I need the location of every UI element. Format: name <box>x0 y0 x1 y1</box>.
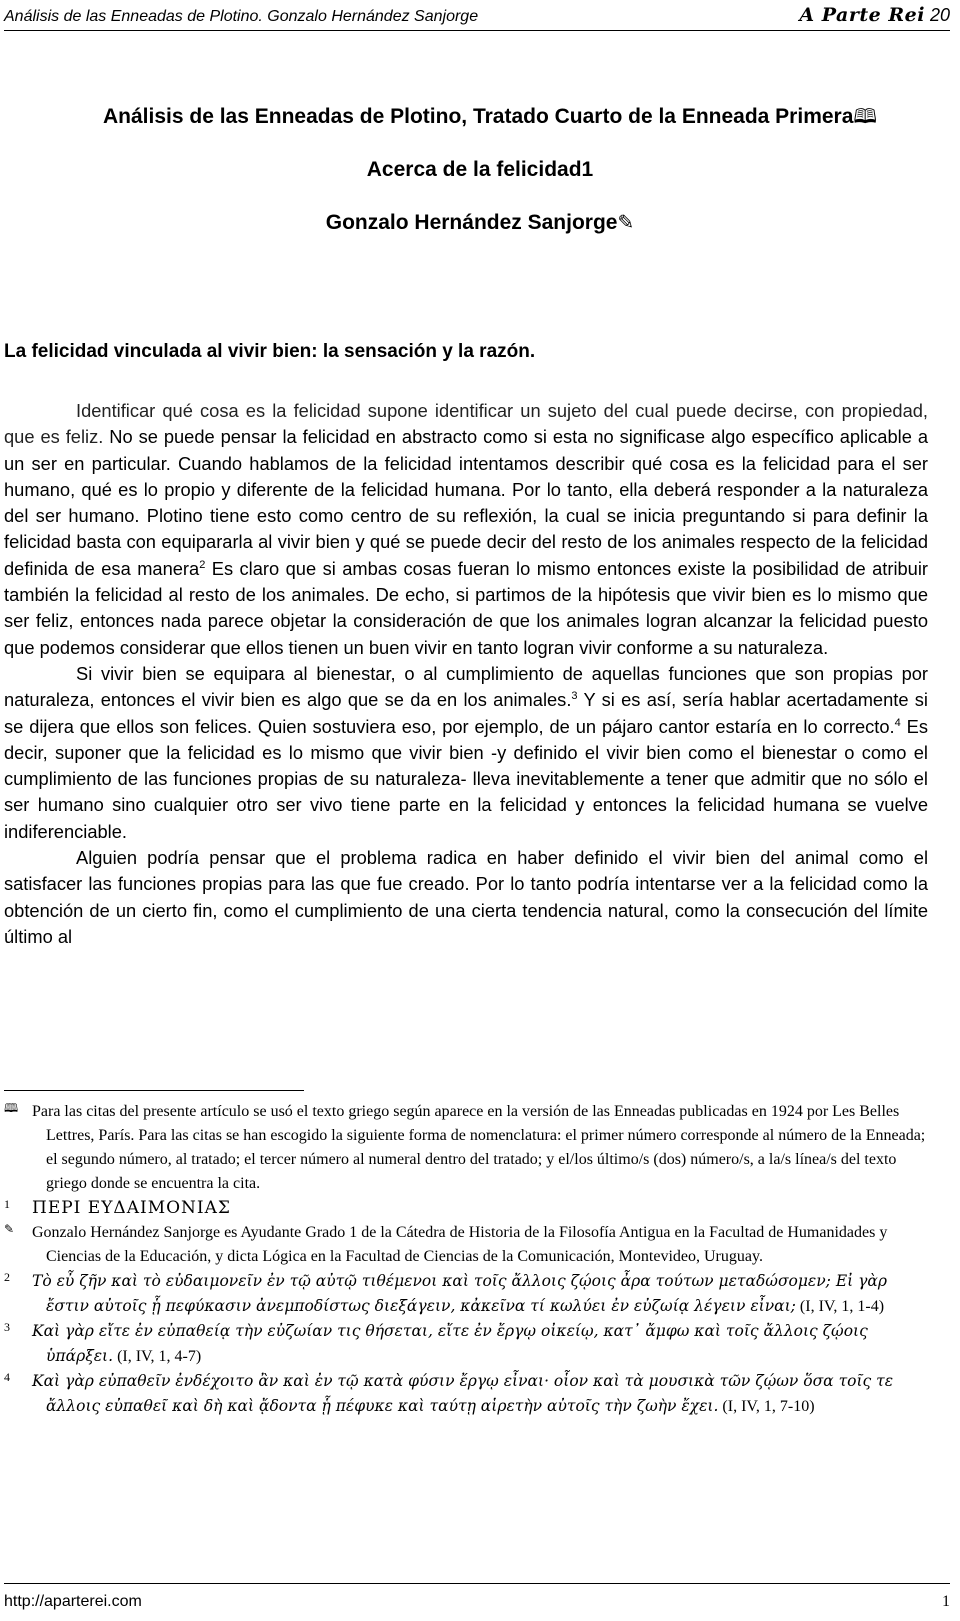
footnote-2-number: 2 <box>4 1270 10 1284</box>
main-title-text: Análisis de las Enneadas de Plotino, Tratado Cuarto de la Enneada Primera <box>103 105 854 128</box>
footnote-author <box>4 1221 928 1269</box>
footnote-ref-4[interactable]: 4 <box>894 716 901 729</box>
article-body <box>4 398 928 950</box>
footnote-4-number: 4 <box>4 1370 10 1384</box>
paragraph-2-rest: Es decir, suponer que la felicidad es lo mismo que vivir bien -y definido el vivir bien como el bienestar o como el cumplimiento de las funciones propias de su naturaleza- lleva inevitablemente a tener que admitir que no sólo el ser humano sino cualquier otro ser vivo tiene parte en la felicidad y entonces la felicidad humana se vuelve indiferenciable. <box>4 715 928 842</box>
paragraph-2-text: Si vivir bien se equipara al bienestar, o al cumplimiento de aquellas funciones que son propias por naturaleza, entonces el vivir bien es algo que se da en los animales. <box>4 662 928 711</box>
paragraph-1-lead: Identificar qué cosa es la felicidad supone identificar un sujeto del cual puede decirse, con propiedad, que es feliz. <box>4 400 928 448</box>
main-title <box>30 102 950 136</box>
footnote-3-greek: Καὶ γὰρ εἴτε ἐν εὐπαθείᾳ τὴν εὐζωίαν τις θήσεται, εἴτε ἐν ἔργῳ οἰκείῳ, κατ᾽ ἄμφω καὶ τοῖς ἄλλοις ζῴοις ὑπάρξει. <box>32 1322 868 1365</box>
footnote-2 <box>4 1269 928 1319</box>
site-link[interactable]: http://aparterei.com <box>4 1593 142 1610</box>
subtitle-note-ref: 1 <box>581 158 594 181</box>
journal-mark <box>799 4 950 26</box>
paragraph-1-rest: Es claro que si ambas cosas fueran lo mismo entonces existe la posibilidad de atribuir también la felicidad al resto de los animales. De echo, si partimos de la hipótesis que vivir bien es lo mismo que ser feliz, entonces nada parece objetar la consideración de que los animales logran alcanzar la felicidad puesto que podemos considerar que ellos tienen un buen vivir en tanto logran vivir conforme a su naturaleza. <box>4 557 928 658</box>
pencil-icon: ✎ <box>617 210 635 234</box>
header-rule <box>4 30 950 31</box>
book-icon: 🕮 <box>853 104 877 128</box>
footnote-4 <box>4 1369 928 1419</box>
page-number: 1 <box>942 1593 950 1610</box>
issue-number: 20 <box>929 5 950 25</box>
footnote-1-number: 1 <box>4 1197 10 1211</box>
footnote-separator <box>4 1090 304 1091</box>
footnote-1 <box>4 1196 928 1221</box>
paragraph-2-mid: Y si es así, sería hablar acertadamente si se dijera que ellos son felices. Quien sostuviera eso, por ejemplo, de un pájaro cantor estaría en lo correcto. <box>4 689 928 737</box>
footnote-book-text: Para las citas del presente artículo se usó el texto griego según aparece en la versión de las Enneadas publicadas en 1924 por Les Belles Lettres, París. Para las citas se han escogido la siguiente forma de nomenclatura: el primer número corresponde al número de la Enneada; el segundo número, al tratado; el tercer número al numeral dentro del tratado; y el/los último/s (dos) número/s, a la/s línea/s del texto griego donde se encuentra la cita. <box>32 1103 926 1192</box>
footnote-2-greek: Τὸ εὖ ζῆν καὶ τὸ εὐδαιμονεῖν ἐν τῷ αὐτῷ τιθέμενοι καὶ τοῖς ἄλλοις ζῴοις ἆρα τούτων μεταδώσομεν; Εἰ γὰρ ἔστιν αὐτοῖς ᾗ πεφύκασιν ἀνεμποδίστως διεξάγειν, κἀκεῖνα τί κωλύει ἐν εὐζωίᾳ λέγειν εἶναι; <box>32 1272 887 1315</box>
running-title: Análisis de las Enneadas de Plotino. Gonzalo Hernández Sanjorge <box>4 8 479 25</box>
page-footer <box>4 1583 950 1613</box>
author-line <box>0 210 960 235</box>
paragraph-3: Alguien podría pensar que el problema radica en haber definido el vivir bien del animal como el satisfacer las funciones propias para las que fue creado. Por lo tanto podría intentarse ver a la felicidad como la obtención de un cierto fin, como el cumplimiento de una cierta tendencia natural, como la consecución del límite último al <box>4 847 928 947</box>
footnote-1-greek: ΠΕΡΙ ΕΥΔΑΙΜΟΝΙΑΣ <box>32 1198 231 1218</box>
footnote-4-greek: Καὶ γὰρ εὐπαθεῖν ἐνδέχοιτο ἂν καὶ ἐν τῷ κατὰ φύσιν ἔργῳ εἶναι· οἷον καὶ τὰ μουσικὰ τῶν ζῴων ὅσα τοῖς τε ἄλλοις εὐπαθεῖ καὶ δὴ καὶ ᾄδοντα ᾗ πέφυκε καὶ ταύτῃ αἱρετὴν αὐτοῖς τὴν ζωὴν ἔχει. <box>32 1372 894 1415</box>
subtitle <box>0 158 960 182</box>
paragraph-1 <box>4 398 928 661</box>
paragraph-1-text: No se puede pensar la felicidad en abstracto como si esta no significase algo específico aplicable a un ser en particular. Cuando hablamos de la felicidad intentamos describir qué cosa es la felicidad para el ser humano, qué es lo propio y diferente de la felicidad humana. Por lo tanto, ella deberá responder a la naturaleza del ser humano. Plotino tiene esto como centro de su reflexión, la cual se inicia preguntando si para definir la felicidad basta con equipararla al vivir bien y qué se puede decir del resto de los animales respecto de la felicidad definida de esa manera <box>4 426 928 579</box>
footer-rule <box>4 1583 950 1584</box>
author-name: Gonzalo Hernández Sanjorge <box>325 211 618 234</box>
footnote-book <box>4 1100 928 1196</box>
pencil-icon: ✎ <box>4 1222 15 1236</box>
subtitle-text: Acerca de la felicidad <box>366 158 582 181</box>
footnotes <box>4 1100 928 1419</box>
footnote-3 <box>4 1319 928 1369</box>
footnote-2-ref: (I, IV, 1, 1-4) <box>795 1298 885 1315</box>
footnote-author-text: Gonzalo Hernández Sanjorge es Ayudante Grado 1 de la Cátedra de Historia de la Filosofía Antigua en la Facultad de Humanidades y Ciencias de la Educación, y dicta Lógica en la Facultad de Ciencias de la Comunicación, Montevideo, Uruguay. <box>32 1224 888 1265</box>
footnote-3-number: 3 <box>4 1320 10 1334</box>
footnote-ref-2[interactable]: 2 <box>199 558 206 571</box>
footnote-3-ref: (I, IV, 1, 4-7) <box>113 1348 202 1365</box>
book-icon: 🕮 <box>4 1101 19 1115</box>
journal-logo: A Parte Rei <box>799 4 925 26</box>
running-header <box>4 2 950 30</box>
footnote-4-ref: (I, IV, 1, 7-10) <box>718 1398 815 1415</box>
paragraph-2 <box>4 661 928 845</box>
section-heading: La felicidad vinculada al vivir bien: la sensación y la razón. <box>4 341 536 362</box>
footnote-ref-3[interactable]: 3 <box>571 690 578 703</box>
